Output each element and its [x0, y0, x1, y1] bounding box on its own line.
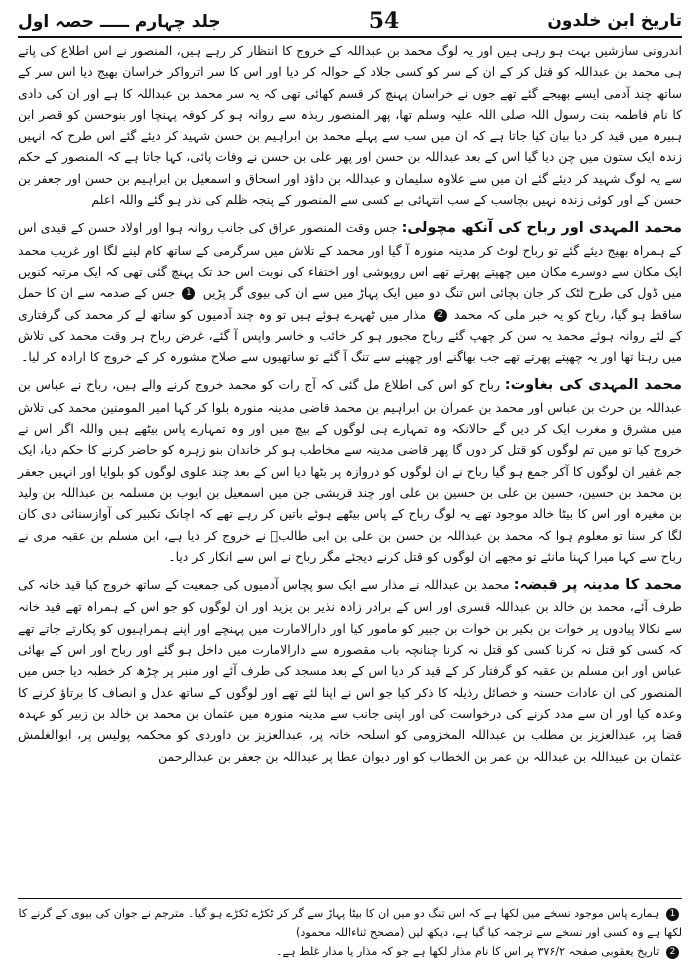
volume-label: جلد چہارم ـــــ حصہ اول	[18, 11, 221, 32]
footnote-2-marker: 2	[666, 946, 679, 959]
paragraph-2	[18, 217, 682, 367]
paragraph-1: اندرونی سازشیں بہت ہو رہی ہیں اور یہ لوگ محمد بن عبداللہ کے خروج کا انتظار کر رہے ہیں، المنصور نے اس اطلاع کی پاتے ہی محمد بن عبداللہ کو قتل کر کے ان کے سر کو کسی جلاد کے حوالہ کر دیا اور اس کا سر اترواکر خراسان بھیج دیا اس سر کے ساتھ چند آدمی ایسے بھیجے گئے تھے جوں نے خراسان پہنچ کر قسم کھائی تھی کہ یہ سر محمد بن عبداللہ کا ہے اور ان کی دادی کا نام فاطمہ بنت رسول اللہ صلی اللہ علیہ وسلم تھا، پھر المنصور ربذہ سے روانہ ہو کر کوفہ پہنچا اور بنوحسن کو قصر ابن ہبیرہ میں قید کر دیا بیان کیا جاتا ہے کہ ان میں سب سے پہلے محمد بن ابراہیم بن حسن شہید کر دیئے گئے اس طرح کہ انہیں زندہ ایک ستون میں چن دیا گیا اس کے بعد عبداللہ بن حسن اور پھر علی بن حسن نے وفات پائی، کہا جاتا ہے کہ المنصور کے حکم سے یہ لوگ شہید کر دیئے گئے ان میں سے علاوہ سلیمان و عبداللہ بن داؤد اور اسحاق و اسمعیل بن ابراہیم بن حسن اور جعفر بن حسن کے اور کوئی زندہ نہیں بچاسب کے سب انتہائی بے کسی سے المنصور کے پنجہ ظلم کی نذر ہو گئے واللہ اعلم	[18, 43, 682, 208]
page-header	[18, 6, 682, 38]
footnote-1	[18, 904, 682, 942]
footnote-ref-2[interactable]: 2	[434, 309, 447, 322]
footnote-1-marker: 1	[666, 908, 679, 921]
paragraph-2-text-b: جس کے صدمہ سے ان کا حمل ساقط ہو گیا، رباح کو یہ خبر ملی کہ محمد	[18, 285, 682, 322]
section-heading-revolt: محمد المہدی کی بغاوت:	[504, 377, 682, 394]
paragraph-4	[18, 574, 682, 767]
book-title: تاریخ ابن خلدون	[547, 11, 682, 31]
footnote-2-text: تاریخ یعقوبی صفحہ ۳۷۶/۲ پر اس کا نام مذار لکھا ہے جو کہ مذار یا مدار غلط ہے۔	[276, 945, 660, 958]
page-number: 54	[368, 8, 400, 34]
paragraph-2-text-a: جس وقت المنصور عراق کی جانب روانہ ہوا اور اولاد حسن کے قیدی اس کے ہمراہ بھیج دیئے گئے تو رباح لوٹ کر مدینہ منورہ آ گیا اور محمد کے تلاش میں سرگرمی کے ساتھ کام لینے لگا اور غریب محمد ایک مکان سے دوسرے مکان میں چھپتے پھرتے تھے اس روپوشی اور اختفاء کی نوبت اس حد تک پہنچ گئی تھی کہ ایک مرتبہ کنویں میں ڈول کی طرح لٹک کر جان بچائی اس تنگ دو میں ایک پہاڑ میں سے ان کی بیوی گر پڑیں	[18, 220, 682, 301]
paragraph-2-text-c: مذار میں ٹھہرے ہوئے ہیں تو وہ چند آدمیوں کو ساتھ لے کر محمد کی گرفتاری کے لئے روانہ ہوئے محمد یہ سن کر چھپ گئے رباح مجبور ہو کر خائب و خاسر واپس آ گئے، غرض رباح ہر وقت محمد کی تلاش میں رہتا تھا اور یہ چھپتے پھرتے تھے جب بھاگنے اور چھپنے سے تنگ آ گئے تو ساتھیوں سے صلاح مشورہ کر کے خروج کا ارادہ کر لیا۔	[18, 306, 682, 365]
footnotes	[18, 904, 682, 961]
footnote-1-credit: (مصحح ثناءاللہ محمود)	[296, 926, 405, 939]
footnote-1-text: ہمارے پاس موجود نسخے میں لکھا ہے کہ اس تنگ دو میں ان کا بیٹا پہاڑ سے گر کر ٹکڑے ٹکڑے ہو گیا۔ مترجم نے جوان کی بیوی کے گرنے کا لکھا ہے وہ کسی اور نسخے سے ترجمہ کیا گیا ہے، دیکھ لیں	[18, 907, 682, 939]
paragraph-3-text: رباح کو اس کی اطلاع مل گئی کہ آج رات کو محمد خروج کرنے والے ہیں، رباح نے عباس بن عبداللہ بن حرث بن عباس اور محمد بن عمران بن ابراہیم بن محمد قاضی مدینہ منورہ بلوا کر کہا امیر المومنین محمد کی تلاش میں مشرق و مغرب ایک کر دیں گے حالانکہ وہ تمہارے ہی لوگوں کے بیچ میں اور وہ تمہارے پاس بیٹھے ہیں واللہ اگر اس نے خروج کیا تو میں تم لوگوں کو قتل کر دوں گا پھر قاضی مدینہ سے مخاطب ہو کر خاندان بنو زہرہ کو حاضر کرنے کا حکم دیا، ایک جم غفیر ان لوگوں کا آکر جمع ہو گیا رباح نے ان لوگوں کو دروازہ پر بٹھا دیا اس کے بعد چند علوی لوگوں کو بلوایا اور انہیں جعفر بن محمد بن حسین، حسین بن علی بن حسین بن علی اور چند قریشی جن میں اسمعیل بن ایوب بن مسلمہ بن عبداللہ بن ولید بن مغیرہ اور اس کا بیٹا خالد موجود تھے یہ لوگ رباح کے پاس بیٹھے ہوئے باتیں کر رہے تھے کہ اچانک تکبیر کی آوازسنائی دی کان لگا کر سنا تو معلوم ہوا کہ محمد بن عبداللہ بن حسن بن علی بن ابی طالبؓ نے خروج کر دیا ہے، ابن مسلم بن عقبہ مری نے رباح سے کہا میرا کہنا مانئے تو مجھے ان لوگوں کو قتل کرنے دیجئے مگر رباح نے اس سے انکار کر دیا۔	[18, 377, 682, 564]
paragraph-4-text: محمد بن عبداللہ نے مذار سے ایک سو پچاس آدمیوں کی جمعیت کے ساتھ خروج کیا قید خانہ کی طرف آئے، محمد بن خالد بن عبداللہ قسری اور اس کے برادر زادہ نذیر بن یزید اور ان لوگوں کو جو اس کے ہمراہ تھے قید خانہ سے نکالا پیادوں پر خوات بن بکیر بن خوات بن جبیر کو مامور کیا اور دارالامارت میں پہنچے اور اپنے ہمراہیوں کو پکارتے جاتے تھے کہ کسی کو قتل نہ کرنا کسی کو قتل نہ کرنا چنانچہ باب مقصورہ سے دارالامارت میں داخل ہو گئے اور رباح اور اس کے بھائی عباس اور ابن مسلم بن عقبہ کو گرفتار کر کے قید کر دیا اس کے بعد مسجد کی طرف آئے اور منبر پر چڑھ کر خطبہ دیا جس میں المنصور کی ان عادات حسنہ و خصائل رذیلہ کا ذکر کیا جو اس نے اپنا لئے تھے اور لوگوں کے ساتھ عدل و انصاف کا برتاؤ کرنے کا وعدہ کیا اور ان سے مدد کرنے کی درخواست کی اور اپنی جانب سے مدینہ منورہ میں عثمان بن محمد بن خالد بن زبیر کو عہدہ قضا پر، عبدالعزیز بن مطلب بن عبداللہ المخزومی کو اسلحہ خانہ پر، عبدالعزیز بن داوردی کو محکمہ پولیس پر، ابوالغلمش عثمان بن عبیداللہ بن عبداللہ بن عمر بن الخطاب کو اور دیوان عطا پر عبداللہ بن جعفر بن عبدالرحمن	[18, 577, 682, 764]
paragraph-3	[18, 374, 682, 567]
section-heading-madina: محمد کا مدینہ پر قبضہ:	[513, 577, 682, 594]
section-heading-mahdi-rabah: محمد المہدی اور رباح کی آنکھ مچولی:	[401, 220, 682, 237]
footnote-divider	[18, 898, 682, 899]
page-body	[18, 40, 682, 767]
footnote-2	[18, 942, 682, 961]
footnote-ref-1[interactable]: 1	[182, 287, 195, 300]
